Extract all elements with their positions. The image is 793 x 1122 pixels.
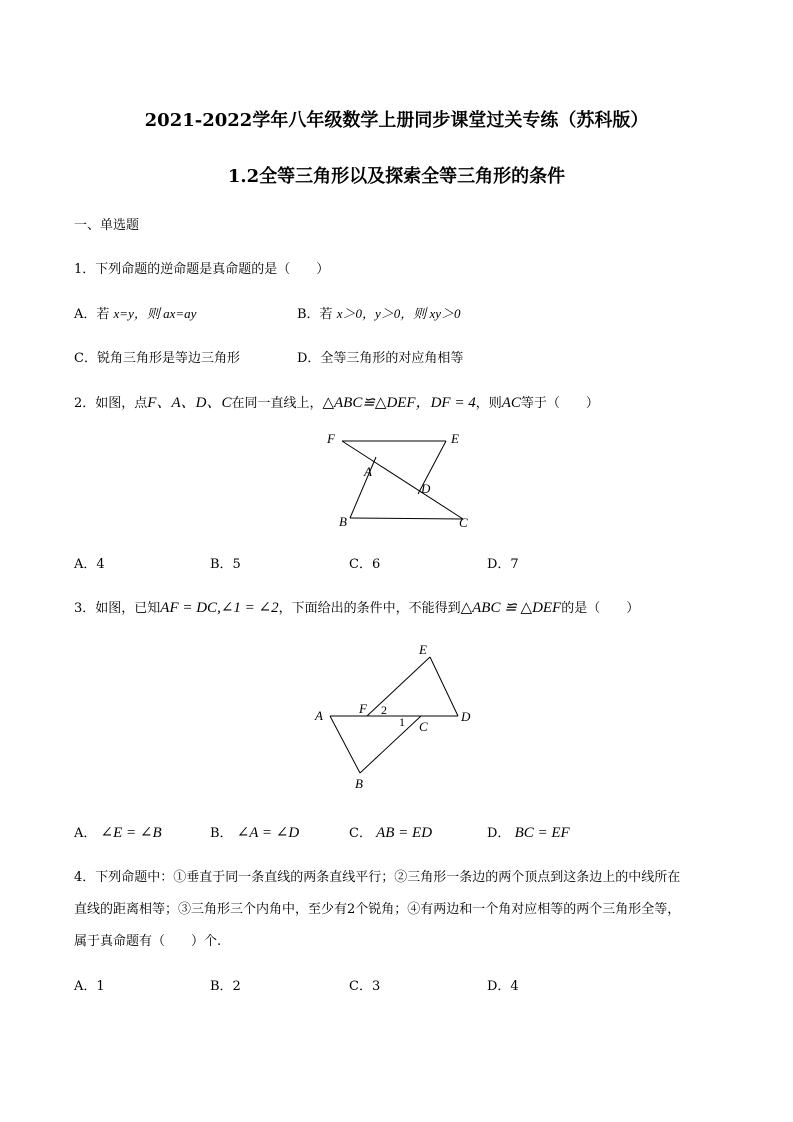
q2-stem-mid2: ，则 [475, 396, 502, 411]
q3-option-c [349, 822, 432, 842]
q1-option-b-math: x＞0，y＞0，则 xy＞0 [336, 306, 461, 321]
q1-option-b-label: B．若 [297, 307, 333, 322]
section-heading: 一、单选题 [74, 218, 140, 233]
q3-stem [74, 597, 639, 617]
q2-congruence: △ABC≌△DEF，DF = 4 [322, 395, 476, 411]
q2-stem-mid: 在同一直线上， [231, 396, 323, 411]
q3-option-d-label: D． [487, 826, 511, 841]
q3-label-c: C [419, 719, 428, 734]
q1-option-a-label: A．若 [74, 307, 110, 322]
q3-option-d [487, 822, 570, 842]
q2-option-c: C．6 [349, 557, 381, 572]
q2-stem [74, 391, 599, 412]
q3-label-2: 2 [381, 703, 387, 717]
q4-line-2: 直线的距离相等；③三角形三个内角中，至少有2个锐角；④有两边和一个角对应相等的两个三角形全等， [74, 902, 681, 917]
q1-stem: 1．下列命题的逆命题是真命题的是（ ） [74, 262, 330, 277]
q3-option-c-label: C． [349, 826, 372, 841]
q1-option-c: C．锐角三角形是等边三角形 [74, 351, 240, 366]
q2-stem-suffix: 等于（ ） [520, 396, 599, 411]
q3-option-a-label: A． [74, 826, 97, 841]
q2-option-b: B．5 [210, 557, 241, 572]
q4-line-1: 4．下列命题中：①垂直于同一条直线的两条直线平行；②三角形一条边的两个顶点到这条边上的中线所在 [74, 870, 681, 885]
q3-option-d-math: BC = EF [514, 825, 570, 841]
q1-option-b [297, 303, 461, 322]
q3-option-c-math: AB = ED [376, 825, 433, 841]
q4-option-d: D．4 [487, 979, 519, 994]
q2-label-a: A [364, 464, 372, 479]
q4-line-3: 属于真命题有（ ）个. [74, 934, 222, 949]
page-subtitle: 1.2全等三角形以及探索全等三角形的条件 [227, 166, 566, 187]
q2-stem-prefix: 2．如图，点 [74, 396, 148, 411]
q2-figure [320, 428, 480, 534]
q3-label-a: A [315, 708, 323, 723]
q2-option-d: D．7 [487, 557, 519, 572]
q2-label-b: B [339, 514, 347, 529]
q2-label-c: C [459, 515, 468, 530]
page-title: 2021-2022学年八年级数学上册同步课堂过关专练（苏科版） [144, 110, 649, 131]
q3-label-f: F [359, 701, 367, 716]
q3-given: AF = DC,∠1 = ∠2 [160, 600, 279, 616]
q3-label-e: E [419, 642, 427, 657]
q3-label-d: D [461, 709, 471, 724]
q3-option-a [74, 822, 162, 842]
q2-line-bc [350, 518, 463, 519]
q3-option-b [210, 822, 299, 842]
q2-ac: AC [501, 395, 521, 411]
q2-line-fc [342, 441, 463, 519]
q2-option-a: A．4 [74, 557, 105, 572]
q3-stem-prefix: 3．如图，已知 [74, 601, 161, 616]
q4-option-c: C．3 [349, 979, 381, 994]
q3-figure [310, 640, 480, 792]
q1-option-a [74, 303, 196, 322]
q4-option-b: B．2 [210, 979, 241, 994]
q4-option-a: A．1 [74, 979, 105, 994]
q2-line-ba [350, 457, 376, 518]
q3-label-b: B [355, 776, 363, 791]
q1-option-d: D．全等三角形的对应角相等 [297, 351, 464, 366]
q3-congruence: △ABC ≌ △DEF [460, 600, 562, 616]
q3-line-fe [367, 657, 430, 716]
q3-line-ed [430, 657, 458, 716]
q3-option-a-math: ∠E = ∠B [100, 825, 162, 841]
q2-label-f: F [327, 431, 335, 446]
q1-option-a-math: x=y，则 ax=ay [113, 306, 197, 321]
q2-points: F、A、D、C [147, 395, 232, 411]
q3-label-1: 1 [399, 715, 405, 729]
q3-option-b-math: ∠A = ∠D [236, 825, 300, 841]
q2-label-e: E [451, 431, 459, 446]
q3-line-bc [360, 716, 421, 773]
q3-option-b-label: B． [210, 826, 233, 841]
q3-line-ab [330, 716, 360, 773]
q2-label-d: D [421, 481, 431, 496]
q3-stem-suffix: 的是（ ） [561, 601, 640, 616]
q3-stem-mid: ，下面给出的条件中，不能得到 [278, 601, 461, 616]
